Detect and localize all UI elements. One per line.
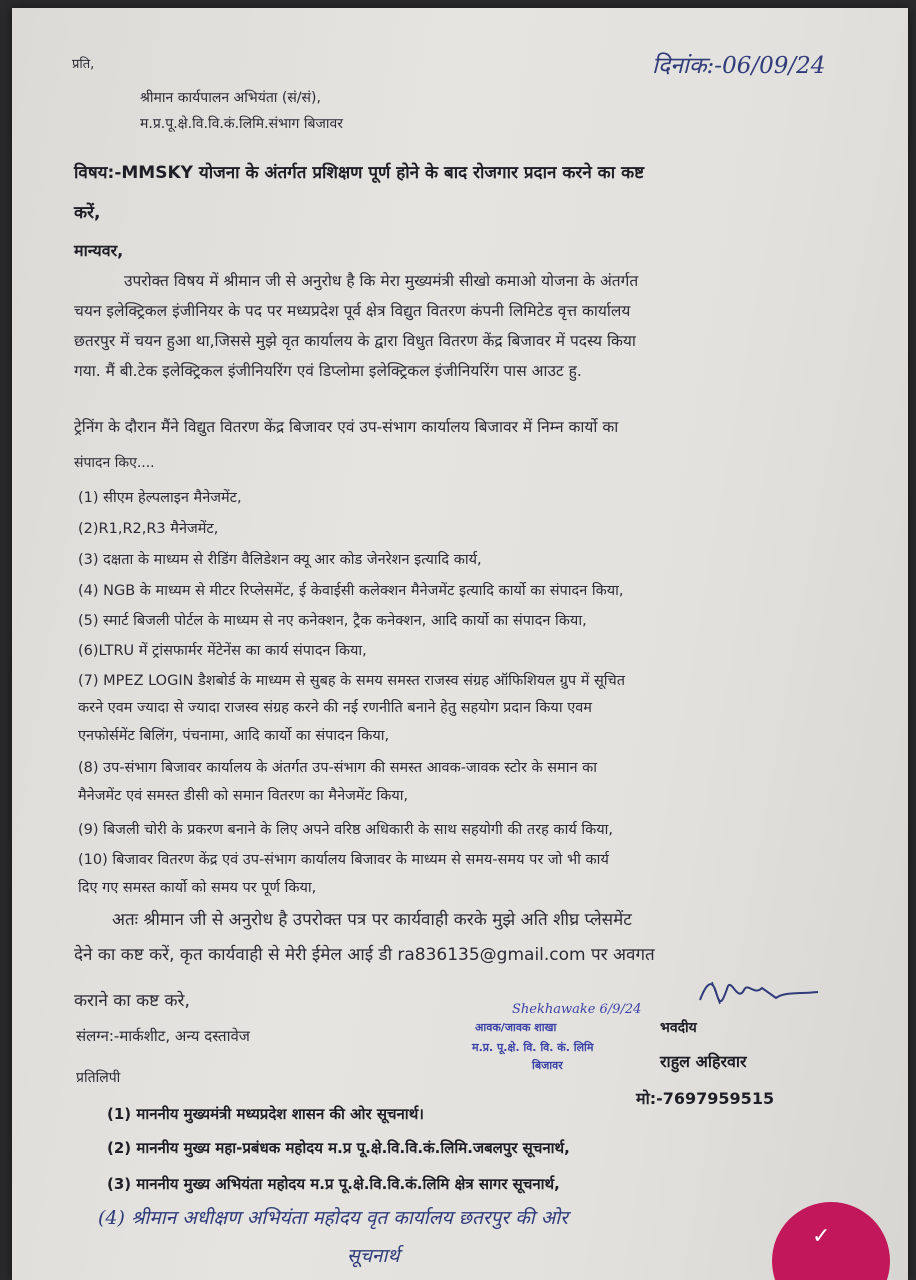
task-item: (4) NGB के माध्यम से मीटर रिप्लेसमेंट, ई केवाईसी कलेक्शन मैनेजमेंट इत्यादि कार्यो का संपादन किया, (78, 583, 624, 599)
handwritten-copy-line: (4) श्रीमान अधीक्षण अभियंता महोदय वृत कार्यालय छतरपुर की ओर (98, 1207, 568, 1229)
task-item: करने एवम ज्यादा से ज्यादा राजस्व संग्रह करने की नई रणनीति बनाने हेतु सहयोग प्रदान किया एवम (78, 700, 592, 716)
salutation: मान्यवर, (74, 241, 124, 260)
sign-off: भवदीय (660, 1020, 697, 1036)
body-line: गया. मैं बी.टेक इलेक्ट्रिकल इंजीनियरिंग एवं डिप्लोमा इलेक्ट्रिकल इंजीनियरिंग पास आउट हु. (74, 362, 582, 380)
subject-line-1: विषय:-MMSKY योजना के अंतर्गत प्रशिक्षण पूर्ण होने के बाद रोजगार प्रदान करने का कष्ट (74, 163, 645, 183)
task-item: (3) दक्षता के माध्यम से रीडिंग वैलिडेशन क्यू आर कोड जेनरेशन इत्यादि कार्य, (78, 552, 482, 568)
closing-line: देने का कष्ट करें, कृत कार्यवाही से मेरी ईमेल आई डी ra836135@gmail.com पर अवगत (74, 945, 655, 965)
body-line: चयन इलेक्ट्रिकल इंजीनियर के पद पर मध्यप्रदेश पूर्व क्षेत्र विद्युत वितरण कंपनी लिमिटेड वृत्त कार्यालय (74, 302, 631, 320)
copy-label: प्रतिलिपी (76, 1070, 121, 1086)
copy-item: (2) माननीय मुख्य महा-प्रबंधक महोदय म.प्र पू.क्षे.वि.वि.कं.लिमि.जबलपुर सूचनार्थ, (107, 1139, 570, 1157)
attachment-note: संलग्न:-मार्कशीट, अन्य दस्तावेज (76, 1027, 250, 1045)
training-line: संपादन किए.... (74, 455, 155, 471)
task-item: (1) सीएम हेल्पलाइन मैनेजमेंट, (78, 490, 242, 506)
task-item: (10) बिजावर वितरण केंद्र एवं उप-संभाग कार्यालय बिजावर के माध्यम से समय-समय पर जो भी कार्य (78, 852, 609, 868)
task-item: (5) स्मार्ट बिजली पोर्टल के माध्यम से नए कनेक्शन, ट्रैक कनेक्शन, आदि कार्यो का संपादन किया, (78, 613, 587, 629)
to-label: प्रति, (72, 57, 95, 72)
addressee-line-2: म.प्र.पू.क्षे.वि.वि.कं.लिमि.संभाग बिजावर (140, 116, 344, 132)
handwritten-date: दिनांक:-06/09/24 (652, 53, 826, 79)
stamp-line: आवक/जावक शाखा (475, 1021, 557, 1034)
task-item: मैनेजमेंट एवं समस्त डीसी को समान वितरण का मैनेजमेंट किया, (78, 788, 409, 804)
corner-badge (772, 1202, 890, 1280)
handwritten-copy-line: सूचनार्थ (347, 1245, 400, 1267)
body-line: उपरोक्त विषय में श्रीमान जी से अनुरोध है कि मेरा मुख्यमंत्री सीखो कमाओ योजना के अंतर्गत (124, 272, 639, 290)
stamp-line: म.प्र. पू.क्षे. वि. वि. कं. लिमि (472, 1041, 594, 1054)
closing-line: अतः श्रीमान जी से अनुरोध है उपरोक्त पत्र पर कार्यवाही करके मुझे अति शीघ्र प्लेसमेंट (112, 910, 632, 930)
task-item: (7) MPEZ LOGIN डैशबोर्ड के माध्यम से सुबह के समय समस्त राजस्व संग्रह ऑफिशियल ग्रुप में सूचित (78, 673, 626, 689)
body-line: छतरपुर में चयन हुआ था,जिससे मुझे वृत कार्यालय के द्वारा विधुत वितरण केंद्र बिजावर में पदस्य किया (74, 332, 636, 350)
task-item: एनफोर्समेंट बिलिंग, पंचनामा, आदि कार्यो का संपादन किया, (78, 728, 390, 744)
copy-item: (3) माननीय मुख्य अभियंता महोदय म.प्र पू.क्षे.वि.वि.कं.लिमि क्षेत्र सागर सूचनार्थ, (107, 1175, 560, 1193)
stamp-signature: Shekhawake 6/9/24 (512, 1002, 642, 1017)
sender-signature (692, 974, 822, 1014)
stamp-line: बिजावर (532, 1059, 563, 1072)
sender-name: राहुल अहिरवार (660, 1052, 747, 1071)
subject-line-2: करें, (74, 203, 101, 223)
task-item: (6)LTRU में ट्रांसफार्मर मेंटेनेंस का कार्य संपादन किया, (78, 643, 367, 659)
training-line: ट्रेनिंग के दौरान मैंने विद्युत वितरण केंद्र बिजावर एवं उप-संभाग कार्यालय बिजावर में निम्न कार्यो का (74, 418, 619, 436)
closing-line: कराने का कष्ट करे, (74, 991, 190, 1011)
letter-page (12, 8, 908, 1280)
addressee-line-1: श्रीमान कार्यपालन अभियंता (सं/सं), (140, 90, 321, 106)
sender-mobile: मो:-7697959515 (636, 1089, 775, 1108)
task-item: (9) बिजली चोरी के प्रकरण बनाने के लिए अपने वरिष्ठ अधिकारी के साथ सहयोगी की तरह कार्य किया, (78, 822, 614, 838)
task-item: दिए गए समस्त कार्यो को समय पर पूर्ण किया, (78, 880, 317, 896)
task-item: (8) उप-संभाग बिजावर कार्यालय के अंतर्गत उप-संभाग की समस्त आवक-जावक स्टोर के समान का (78, 760, 598, 776)
copy-item: (1) माननीय मुख्यमंत्री मध्यप्रदेश शासन की ओर सूचनार्थ। (107, 1105, 424, 1123)
corner-badge-icon: ✓ (812, 1224, 831, 1249)
task-item: (2)R1,R2,R3 मैनेजमेंट, (78, 521, 219, 537)
